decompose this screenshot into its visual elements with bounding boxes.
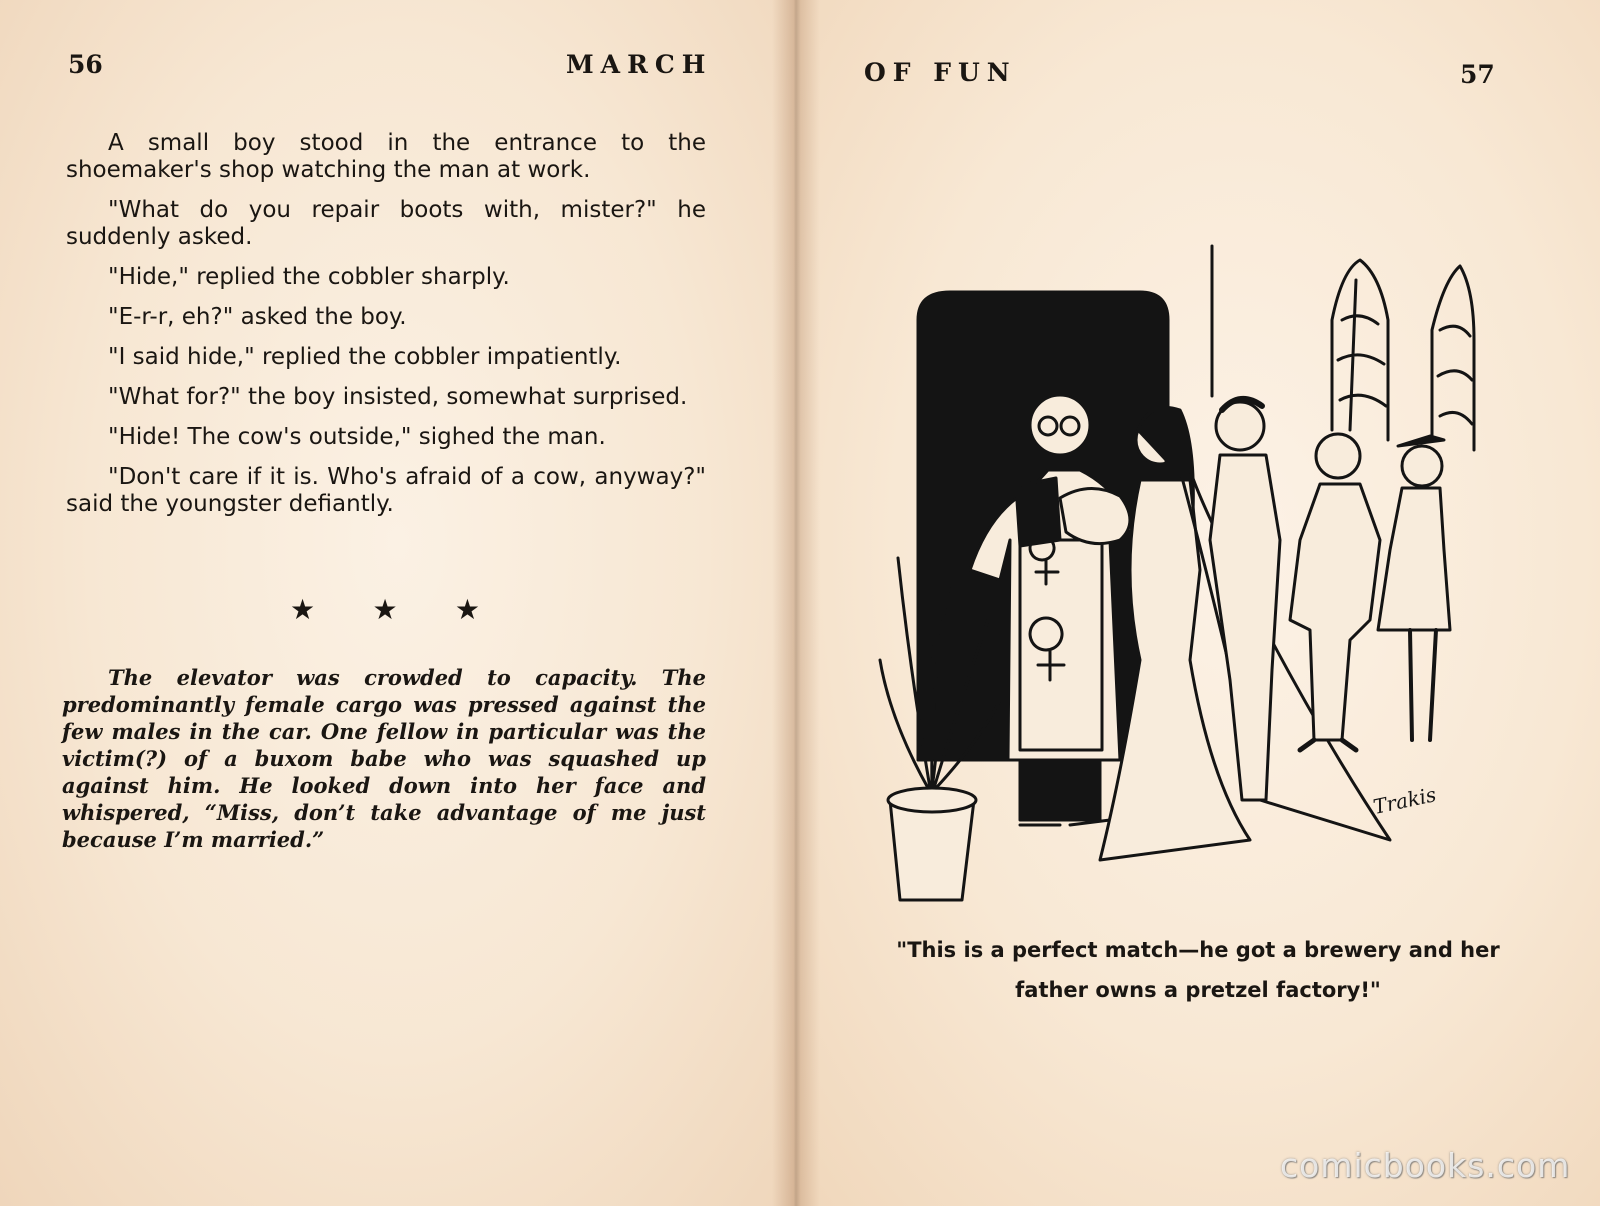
paragraph: "Don't care if it is. Who's afraid of a cow, anyway?" said the youngster defiantly. [66,464,706,517]
caption-line: father owns a pretzel factory!" [1015,978,1381,1002]
running-head-left: MARCH [566,50,713,79]
wedding-cartoon-illustration [870,240,1510,920]
star-icon: ★ [454,593,480,626]
star-icon: ★ [290,593,316,626]
left-page [0,0,796,1206]
paragraph: "Hide! The cow's outside," sighed the man. [108,424,606,450]
watermark: comicbooks.com [1280,1146,1571,1185]
cartoon-caption [868,930,1528,1010]
paragraph: "Hide," replied the cobbler sharply. [108,264,510,290]
page-number-right: 57 [1460,60,1495,89]
artist-signature: Trakis [1371,782,1439,819]
running-head-right: OF FUN [864,58,1017,87]
star-icon: ★ [372,593,398,626]
paragraph: "What do you repair boots with, mister?" he suddenly asked. [66,197,706,250]
section-separator [290,593,480,626]
elevator-joke: The elevator was crowded to capacity. The predominantly female cargo was pressed against the few males in the car. One fellow in particular was the victim(?) of a buxom babe who was squashed up against him. He looked down into her face and whispered, “Miss, don’t take advantage of me just because I’m married.” [62,665,706,852]
paragraph: "E-r-r, eh?" asked the boy. [108,304,407,330]
story-text [66,130,706,531]
paragraph: "I said hide," replied the cobbler impatiently. [108,344,622,370]
paragraph: A small boy stood in the entrance to the shoemaker's shop watching the man at work. [66,130,706,183]
caption-line: "This is a perfect match—he got a brewery and her [896,938,1500,962]
paragraph: "What for?" the boy insisted, somewhat surprised. [108,384,688,410]
page-number-left: 56 [68,50,103,79]
